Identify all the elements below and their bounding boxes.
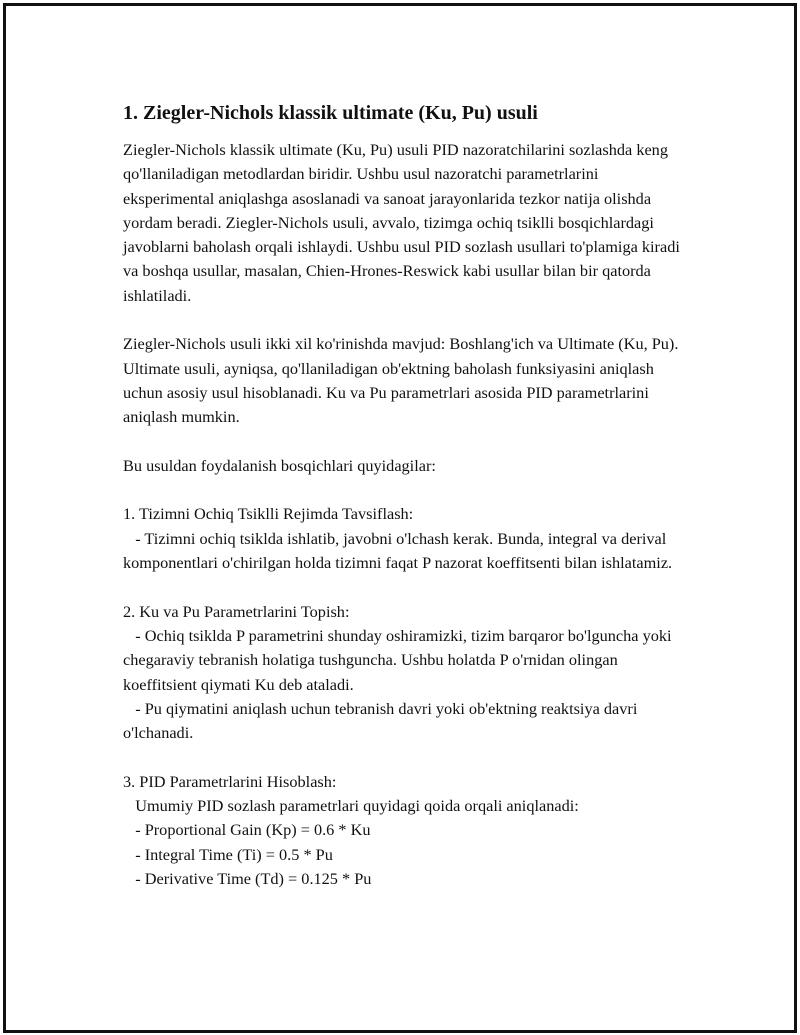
document-title: 1. Ziegler-Nichols klassik ultimate (Ku, Pu) usuli — [123, 102, 538, 124]
step-3 — [123, 770, 693, 891]
step-2-line-1: - Ochiq tsiklda P parametrini shunday oshiramizki, tizim barqaror bo'lguncha yoki chegaraviy tebranish holatiga tushguncha. Ushbu holatda P o'rnidan olingan koeffitsient qiymati Ku deb ataladi. — [123, 625, 676, 694]
step-3-formula-ti: - Integral Time (Ti) = 0.5 * Pu — [123, 844, 333, 864]
step-1-heading: 1. Tizimni Ochiq Tsiklli Rejimda Tavsiflash: — [123, 504, 414, 524]
step-3-line-1: Umumiy PID sozlash parametrlari quyidagi qoida orqali aniqlanadi: — [123, 796, 579, 816]
step-2 — [123, 600, 693, 746]
document-body — [123, 100, 693, 916]
step-2-heading: 2. Ku va Pu Parametrlarini Topish: — [123, 601, 350, 621]
step-2-line-2: - Pu qiymatini aniqlash uchun tebranish davri yoki ob'ektning reaktsiya davri o'lchanadi. — [123, 698, 642, 743]
steps-intro-paragraph: Bu usuldan foydalanish bosqichlari quyidagilar: — [123, 455, 436, 475]
variants-paragraph: Ziegler-Nichols usuli ikki xil ko'rinishda mavjud: Boshlang'ich va Ultimate (Ku, Pu). Ultimate usuli, ayniqsa, qo'llaniladigan ob'ektning baholash funksiyasini aniqlash uchun asosiy usul hisoblanadi. Ku va Pu parametrlari asosida PID parametrlarini aniqlash mumkin. — [123, 334, 679, 427]
page-frame — [3, 3, 797, 1033]
step-3-formula-td: - Derivative Time (Td) = 0.125 * Pu — [123, 868, 372, 888]
step-1-line-1: - Tizimni ochiq tsiklda ishlatib, javobni o'lchash kerak. Bunda, integral va derival komponentlari o'chirilgan holda tizimni faqat P nazorat koeffitsenti bilan ishlatamiz. — [123, 528, 673, 573]
step-3-heading: 3. PID Parametrlarini Hisoblash: — [123, 771, 337, 791]
step-3-formula-kp: - Proportional Gain (Kp) = 0.6 * Ku — [123, 820, 371, 840]
step-1 — [123, 502, 693, 575]
intro-paragraph: Ziegler-Nichols klassik ultimate (Ku, Pu) usuli PID nazoratchilarini sozlashda keng qo'llaniladigan metodlardan biridir. Ushbu usul nazoratchi parametrlarini eksperimental aniqlashga asoslanadi va sanoat jarayonlarida tezkor natija olishda yordam beradi. Ziegler-Nichols usuli, avvalo, tizimga ochiq tsiklli bosqichlardagi javoblarni baholash orqali ishlaydi. Ushbu usul PID sozlash usullari to'plamiga kiradi va boshqa usullar, masalan, Chien-Hrones-Reswick kabi usullar bilan bir qatorda ishlatiladi. — [123, 140, 680, 305]
